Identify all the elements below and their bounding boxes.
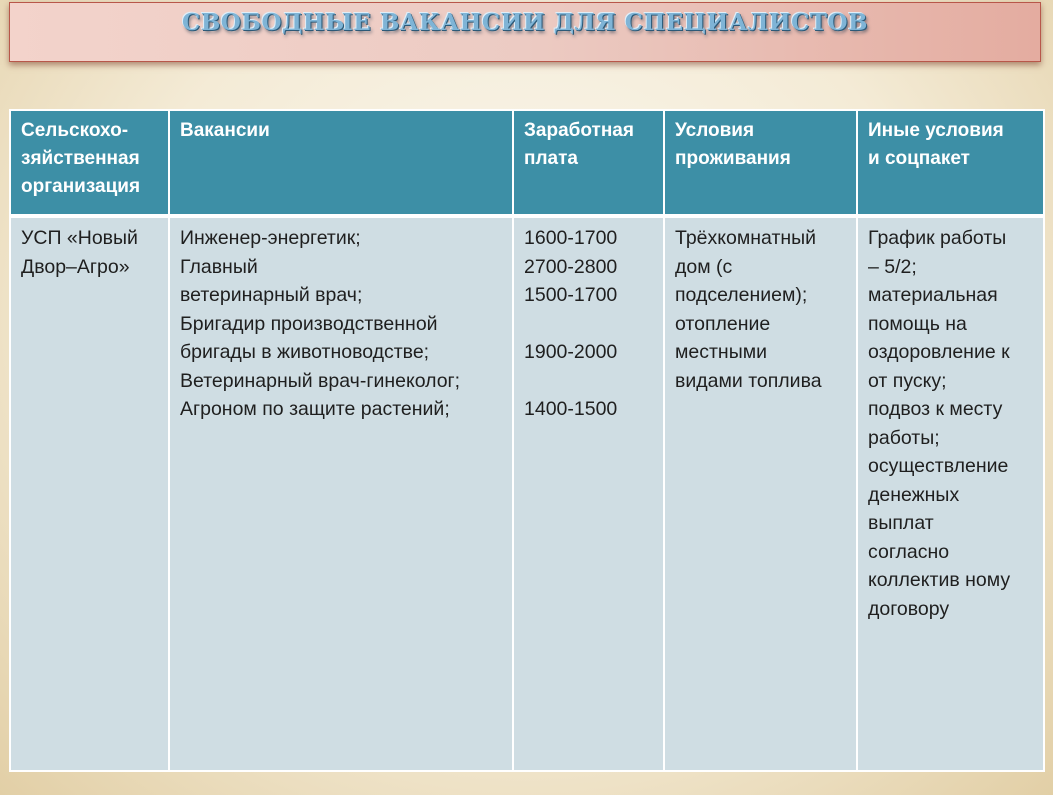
cell-line: согласно xyxy=(868,540,950,563)
cell-line: Трёхкомнатный xyxy=(675,227,817,249)
cell-line: подвоз к месту xyxy=(868,398,1003,420)
title-banner xyxy=(9,2,1041,62)
cell-line: дом (с xyxy=(675,255,733,278)
cell-line: денежных xyxy=(868,483,960,506)
cell-line: оздоровление к xyxy=(868,341,1010,363)
cell-line: Агроном по защите растений; xyxy=(180,398,450,420)
cell-line: Двор–Агро» xyxy=(21,255,130,278)
cell-line: Ветеринарный врач-гинеколог; xyxy=(180,369,461,392)
cell-line: 2700-2800 xyxy=(524,255,618,278)
cell-line: местными xyxy=(675,341,768,363)
cell-line: УСП «Новый xyxy=(21,227,138,249)
cell-line: отопление xyxy=(675,312,771,335)
cell-line: – 5/2; xyxy=(868,255,917,278)
cell-line: договору xyxy=(868,597,950,620)
cell-line: 1500-1700 xyxy=(524,284,618,306)
table-row xyxy=(10,216,1044,771)
cell-living-conditions xyxy=(664,216,857,771)
cell-line: 1900-2000 xyxy=(524,341,618,363)
header-line: Сельскохо- xyxy=(21,120,129,141)
table-header-row xyxy=(10,110,1044,216)
cell-line: помощь на xyxy=(868,312,967,335)
cell-line: 1400-1500 xyxy=(524,398,618,420)
header-line: и соцпакет xyxy=(868,148,970,169)
cell-other-conditions xyxy=(857,216,1044,771)
header-vacancies xyxy=(169,110,513,216)
header-living-conditions xyxy=(664,110,857,216)
header-salary xyxy=(513,110,664,216)
cell-organization xyxy=(10,216,169,771)
cell-line: осуществление xyxy=(868,455,1009,477)
header-line: зяйственная xyxy=(21,148,140,169)
cell-line: коллектив ному xyxy=(868,569,1011,591)
cell-line: выплат xyxy=(868,512,934,534)
cell-line-blank xyxy=(524,367,653,396)
cell-line: бригады в животноводстве; xyxy=(180,341,430,363)
page-title: СВОБОДНЫЕ ВАКАНСИИ ДЛЯ СПЕЦИАЛИСТОВ xyxy=(182,9,868,36)
cell-line: материальная xyxy=(868,284,998,306)
cell-line: работы; xyxy=(868,426,940,449)
cell-line: График работы xyxy=(868,227,1007,249)
cell-line: Главный xyxy=(180,255,258,278)
header-organization xyxy=(10,110,169,216)
header-line: Иные условия xyxy=(868,120,1004,141)
cell-line: подселением); xyxy=(675,284,808,306)
header-line: организация xyxy=(21,176,141,197)
cell-line: Бригадир производственной xyxy=(180,312,438,335)
header-line: Условия xyxy=(675,120,755,141)
cell-line-blank xyxy=(524,310,653,339)
cell-line: 1600-1700 xyxy=(524,227,618,249)
header-line: плата xyxy=(524,148,578,169)
cell-vacancies xyxy=(169,216,513,771)
cell-line: ветеринарный врач; xyxy=(180,284,363,306)
vacancies-table-wrapper xyxy=(9,109,1043,772)
header-line: Вакансии xyxy=(180,120,270,141)
cell-line: видами топлива xyxy=(675,369,822,392)
header-other-conditions xyxy=(857,110,1044,216)
cell-line: Инженер-энергетик; xyxy=(180,227,361,249)
cell-salaries xyxy=(513,216,664,771)
cell-line: от пуску; xyxy=(868,369,947,392)
header-line: Заработная xyxy=(524,120,634,141)
vacancies-table xyxy=(9,109,1045,772)
header-line: проживания xyxy=(675,148,791,169)
